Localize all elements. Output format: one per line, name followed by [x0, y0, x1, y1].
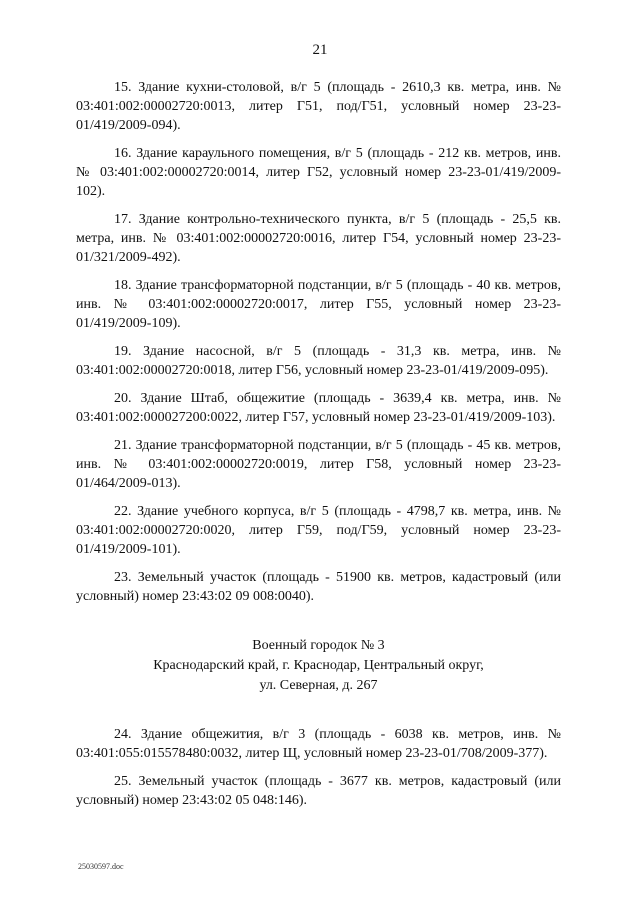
list-item-15: 15. Здание кухни-столовой, в/г 5 (площадь - 2610,3 кв. метра, инв. № 03:401:002:00002720:0013, литер Г51, под/Г51, условный номер 23-23-01/419/2009-094). — [76, 80, 561, 133]
section-region: Краснодарский край, г. Краснодар, Центральный округ, — [153, 658, 484, 673]
footer-filename: 25030597.doc — [78, 862, 124, 871]
list-item-18: 18. Здание трансформаторной подстанции, в/г 5 (площадь - 40 кв. метров, инв. № 03:401:002:00002720:0017, литер Г55, условный номер 23-23-01/419/2009-109). — [76, 278, 561, 331]
list-item-16: 16. Здание караульного помещения, в/г 5 (площадь - 212 кв. метров, инв. № 03:401:002:00002720:0014, литер Г52, условный номер 23-23-01/419/2009-102). — [76, 146, 561, 199]
list-item-23: 23. Земельный участок (площадь - 51900 кв. метров, кадастровый (или условный) номер 23:43:02 09 008:0040). — [76, 570, 561, 604]
list-item-25: 25. Земельный участок (площадь - 3677 кв. метров, кадастровый (или условный) номер 23:43:02 05 048:146). — [76, 774, 561, 808]
list-item-21: 21. Здание трансформаторной подстанции, в/г 5 (площадь - 45 кв. метров, инв. № 03:401:002:00002720:0019, литер Г58, условный номер 23-23-01/464/2009-013). — [76, 438, 561, 491]
list-item-17: 17. Здание контрольно-технического пункта, в/г 5 (площадь - 25,5 кв. метра, инв. № 03:401:002:00002720:0016, литер Г54, условный номер 23-23-01/321/2009-492). — [76, 212, 561, 265]
section-title: Военный городок № 3 — [252, 638, 385, 653]
document-body — [76, 78, 561, 819]
list-item-19: 19. Здание насосной, в/г 5 (площадь - 31,3 кв. метра, инв. № 03:401:002:00002720:0018, литер Г56, условный номер 23-23-01/419/2009-095). — [76, 344, 561, 378]
list-item-20: 20. Здание Штаб, общежитие (площадь - 3639,4 кв. метра, инв. № 03:401:002:000027200:0022, литер Г57, условный номер 23-23-01/419/2009-103). — [76, 391, 561, 425]
page-number: 21 — [312, 42, 328, 58]
list-item-24: 24. Здание общежития, в/г 3 (площадь - 6038 кв. метров, инв. № 03:401:055:015578480:0032, литер Щ, условный номер 23-23-01/708/2009-377). — [76, 727, 561, 761]
list-item-22: 22. Здание учебного корпуса, в/г 5 (площадь - 4798,7 кв. метра, инв. № 03:401:002:00002720:0020, литер Г59, под/Г59, условный номер 23-23-01/419/2009-101). — [76, 504, 561, 557]
section-address: ул. Северная, д. 267 — [259, 678, 378, 693]
section-heading — [76, 636, 561, 696]
